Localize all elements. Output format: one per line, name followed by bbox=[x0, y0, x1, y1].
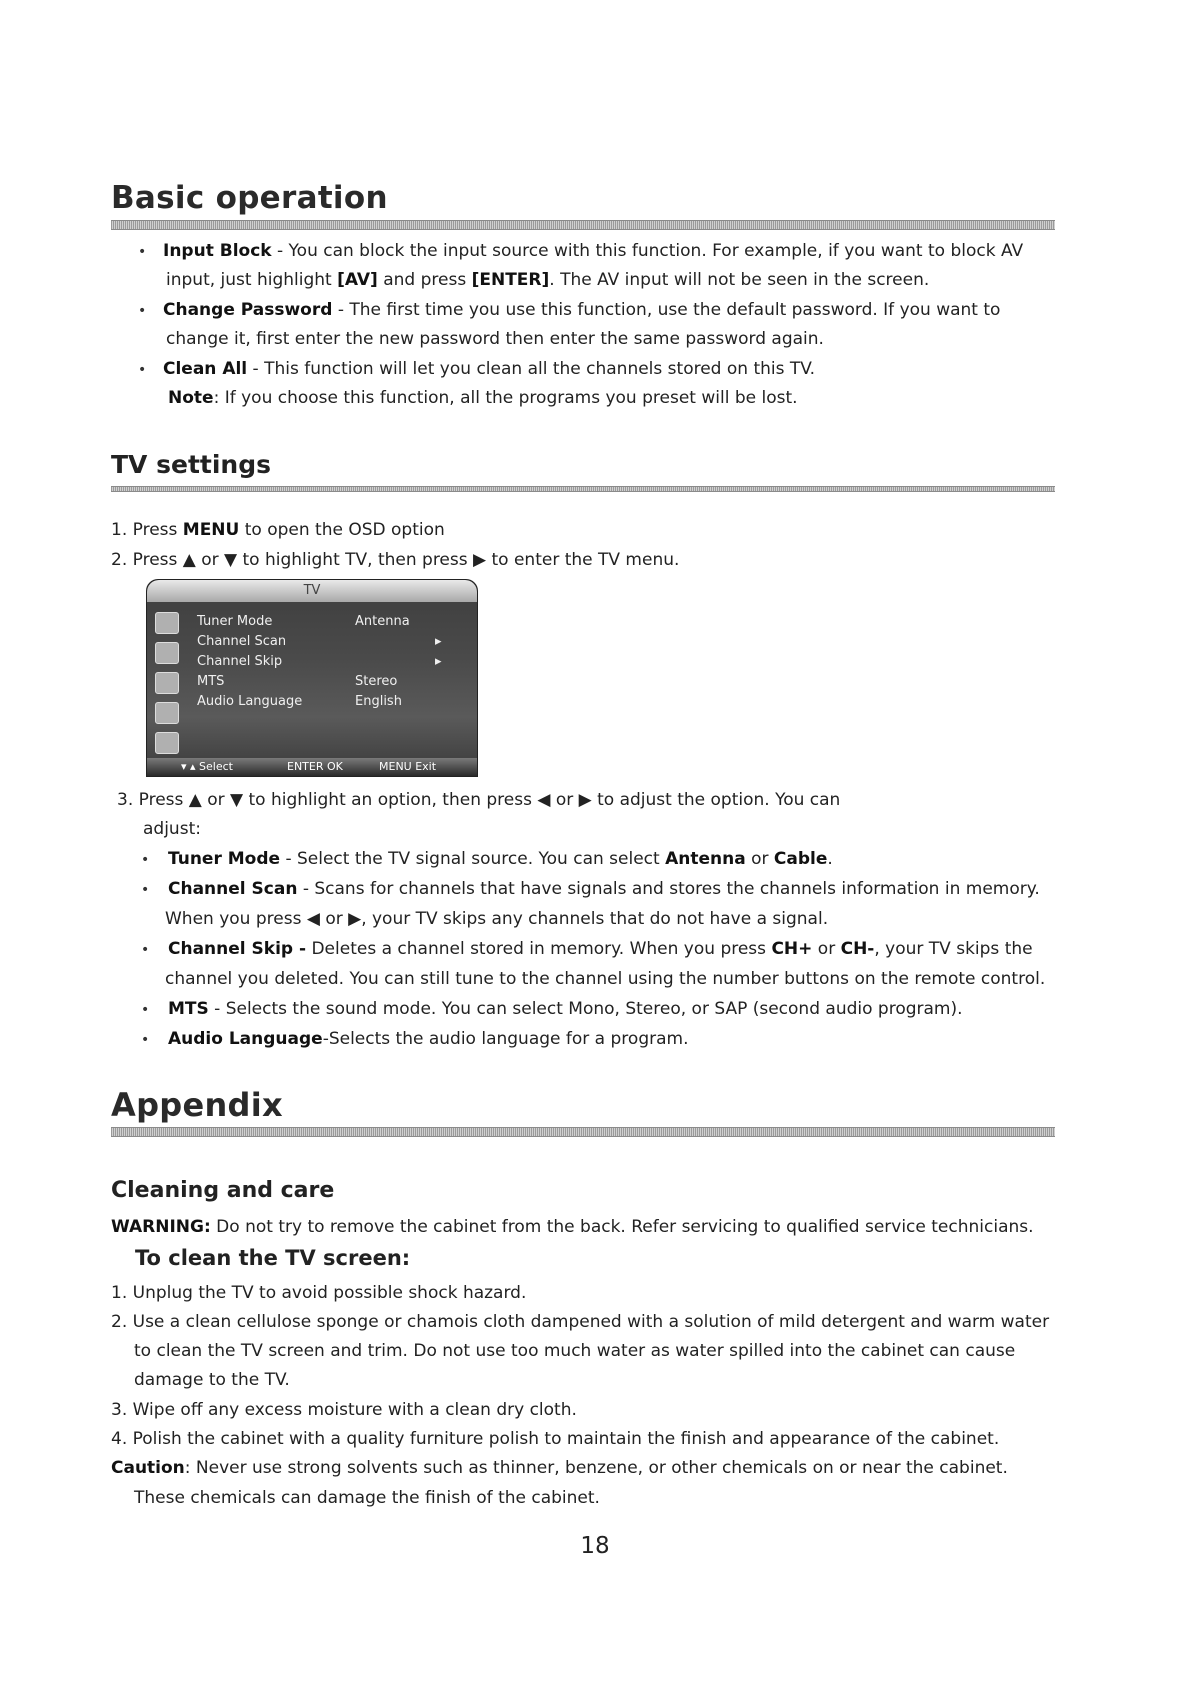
osd-row bbox=[197, 694, 467, 714]
section-title-tv-settings: TV settings bbox=[111, 450, 271, 479]
text: CH- bbox=[840, 939, 875, 959]
cleaning-care-title: Cleaning and care bbox=[111, 1178, 335, 1203]
input-block-line-2 bbox=[166, 268, 929, 292]
caution-label: Caution bbox=[111, 1458, 185, 1478]
osd-row bbox=[197, 654, 467, 674]
text: Deletes a channel stored in memory. When you press bbox=[306, 939, 772, 959]
bullet-icon: • bbox=[141, 852, 150, 868]
bullet-icon: • bbox=[141, 942, 150, 958]
text: ▸ bbox=[435, 634, 442, 649]
channel-skip-label: Channel Skip - bbox=[168, 939, 307, 959]
text: . bbox=[827, 849, 833, 869]
text: - The first time you use this function, use the default password. If you want to bbox=[332, 300, 1001, 320]
bullet-icon: • bbox=[141, 882, 150, 898]
text: MTS bbox=[197, 674, 225, 689]
input-block-label: Input Block bbox=[163, 241, 272, 261]
tv-step-1 bbox=[111, 518, 445, 542]
tuner-mode-label: Tuner Mode bbox=[168, 849, 281, 869]
text: . The AV input will not be seen in the screen. bbox=[549, 270, 930, 290]
bullet-icon: • bbox=[141, 1032, 150, 1048]
audio-language-label: Audio Language bbox=[168, 1029, 323, 1049]
text: - Scans for channels that have signals and stores the channels information in memory. bbox=[297, 879, 1040, 899]
note-line bbox=[168, 386, 798, 410]
clean-step-3: 3. Wipe off any excess moisture with a clean dry cloth. bbox=[111, 1400, 577, 1420]
osd-foot-select: ▾ ▴ Select bbox=[181, 760, 233, 773]
clean-all-label: Clean All bbox=[163, 359, 248, 379]
osd-foot-enter: ENTER OK bbox=[287, 760, 343, 773]
clean-step-2-line-3: damage to the TV. bbox=[134, 1370, 290, 1390]
lock-icon bbox=[155, 702, 179, 724]
osd-side-icons bbox=[153, 608, 181, 758]
mts-label: MTS bbox=[168, 999, 209, 1019]
text: Antenna bbox=[665, 849, 746, 869]
clean-step-1: 1. Unplug the TV to avoid possible shock hazard. bbox=[111, 1283, 527, 1303]
tv-step-2: 2. Press ▲ or ▼ to highlight TV, then press ▶ to enter the TV menu. bbox=[111, 550, 680, 570]
enter-key: [ENTER] bbox=[471, 270, 550, 290]
section-title-appendix: Appendix bbox=[111, 1086, 283, 1124]
text: Channel Scan bbox=[197, 634, 287, 649]
clean-screen-title: To clean the TV screen: bbox=[135, 1246, 411, 1270]
section-rule bbox=[111, 1127, 1055, 1137]
text: Do not try to remove the cabinet from the back. Refer servicing to qualified service technicians. bbox=[210, 1217, 1034, 1237]
text: - Select the TV signal source. You can select bbox=[280, 849, 666, 869]
osd-footer bbox=[147, 758, 477, 776]
mts-line bbox=[168, 997, 963, 1021]
text: Antenna bbox=[355, 614, 410, 629]
section-rule bbox=[111, 486, 1055, 492]
bullet-icon: • bbox=[138, 303, 147, 319]
av-key: [AV] bbox=[337, 270, 378, 290]
tuner-mode-line bbox=[168, 847, 833, 871]
setup-icon bbox=[155, 672, 179, 694]
bullet-icon: • bbox=[138, 362, 147, 378]
channel-scan-label: Channel Scan bbox=[168, 879, 298, 899]
osd-row bbox=[197, 634, 467, 654]
tv-step-3-line-2: adjust: bbox=[143, 819, 201, 839]
text: input, just highlight bbox=[166, 270, 338, 290]
change-password-line-1 bbox=[163, 298, 1000, 322]
text: Cable bbox=[773, 849, 828, 869]
text: - This function will let you clean all the channels stored on this TV. bbox=[247, 359, 816, 379]
input-block-text: - You can block the input source with this function. For example, if you want to block AV bbox=[271, 241, 1024, 261]
caution-line-2: These chemicals can damage the finish of the cabinet. bbox=[134, 1488, 600, 1508]
bullet-icon: • bbox=[138, 244, 147, 260]
section-rule bbox=[111, 220, 1055, 230]
text: or bbox=[812, 939, 841, 959]
osd-foot-menu: MENU Exit bbox=[379, 760, 437, 773]
text: English bbox=[355, 694, 402, 709]
caution-line-1 bbox=[111, 1456, 1008, 1480]
text: - Selects the sound mode. You can select Mono, Stereo, or SAP (second audio program). bbox=[208, 999, 963, 1019]
change-password-label: Change Password bbox=[163, 300, 333, 320]
text: : Never use strong solvents such as thinner, benzene, or other chemicals on or near the cabinet. bbox=[184, 1458, 1008, 1478]
note-label: Note bbox=[168, 388, 214, 408]
text: Stereo bbox=[355, 674, 398, 689]
text: and press bbox=[377, 270, 472, 290]
osd-row bbox=[197, 614, 467, 634]
osd-row bbox=[197, 674, 467, 694]
sound-icon bbox=[155, 642, 179, 664]
clean-step-2-line-2: to clean the TV screen and trim. Do not use too much water as water spilled into the cabinet can cause bbox=[134, 1341, 1016, 1361]
text: 1. Press bbox=[111, 520, 183, 540]
warning-line bbox=[111, 1215, 1034, 1239]
tv-icon bbox=[155, 732, 179, 754]
channel-skip-line-1 bbox=[168, 937, 1033, 961]
channel-skip-line-2: channel you deleted. You can still tune to the channel using the number buttons on the remote control. bbox=[165, 969, 1046, 989]
text: Audio Language bbox=[197, 694, 303, 709]
bullet-icon: • bbox=[141, 1002, 150, 1018]
warning-label: WARNING: bbox=[111, 1217, 211, 1237]
text: : If you choose this function, all the programs you preset will be lost. bbox=[213, 388, 798, 408]
menu-key: MENU bbox=[182, 520, 240, 540]
audio-language-line bbox=[168, 1027, 688, 1051]
text: -Selects the audio language for a program. bbox=[322, 1029, 689, 1049]
clean-step-4: 4. Polish the cabinet with a quality furniture polish to maintain the finish and appearance of the cabinet. bbox=[111, 1429, 1000, 1449]
text: Tuner Mode bbox=[197, 614, 273, 629]
channel-scan-line-2: When you press ◀ or ▶, your TV skips any channels that do not have a signal. bbox=[165, 909, 829, 929]
picture-icon bbox=[155, 612, 179, 634]
tv-step-3-line-1: 3. Press ▲ or ▼ to highlight an option, then press ◀ or ▶ to adjust the option. You can bbox=[117, 790, 841, 810]
input-block-line-1 bbox=[163, 239, 1023, 263]
channel-scan-line-1 bbox=[168, 877, 1040, 901]
section-title-basic-operation: Basic operation bbox=[111, 180, 388, 216]
text: to open the OSD option bbox=[239, 520, 445, 540]
text: or bbox=[745, 849, 774, 869]
text: CH+ bbox=[771, 939, 813, 959]
text: Channel Skip bbox=[197, 654, 283, 669]
text: , your TV skips the bbox=[874, 939, 1033, 959]
osd-title: TV bbox=[147, 580, 477, 602]
change-password-line-2: change it, first enter the new password then enter the same password again. bbox=[166, 329, 824, 349]
page-number: 18 bbox=[580, 1533, 610, 1559]
clean-step-2-line-1: 2. Use a clean cellulose sponge or chamois cloth dampened with a solution of mild detergent and warm water bbox=[111, 1312, 1050, 1332]
text: ▸ bbox=[435, 654, 442, 669]
tv-osd-menu-screenshot bbox=[146, 579, 478, 777]
clean-all-line bbox=[163, 357, 815, 381]
